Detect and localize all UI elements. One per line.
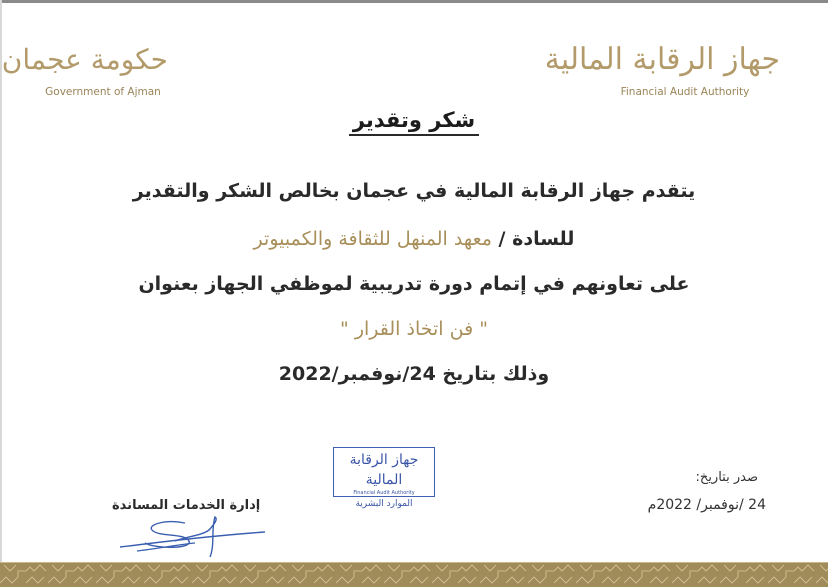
certificate-title (0, 108, 828, 132)
signature-icon (115, 515, 275, 560)
recipient-name: معهد المنهل للثقافة والكمبيوتر (253, 228, 492, 250)
recipient-line (0, 228, 828, 250)
issue-date-label: صدر بتاريخ: (695, 470, 758, 485)
stamp-english: Financial Audit Authority (353, 490, 415, 496)
date-line: وذلك بتاريخ 24/نوفمبر/2022 (278, 363, 550, 385)
financial-audit-authority-logo (544, 36, 780, 98)
faa-logo-arabic: جهاز الرقابة المالية (544, 42, 780, 77)
issue-date-value: 24 /نوفمبر/ 2022م (647, 497, 766, 513)
recipient-prefix: للسادة / (491, 228, 575, 250)
course-title: " فن اتخاذ القرار " (340, 318, 488, 340)
certificate-title-text: شكر وتقدير (349, 108, 479, 136)
thanks-line: يتقدم جهاز الرقابة المالية في عجمان بخالص الشكر والتقدير (132, 180, 696, 202)
stamp-department: الموارد البشرية (355, 499, 413, 509)
stamp-arabic: جهاز الرقابة المالية (349, 452, 419, 488)
government-of-ajman-logo (1, 36, 168, 98)
top-border (0, 0, 828, 3)
cooperation-line: على تعاونهم في إتمام دورة تدريبية لموظفي الجهاز بعنوان (138, 273, 690, 295)
ajman-logo-english: Government of Ajman (45, 86, 161, 98)
signatory-department: إدارة الخدمات المساندة (112, 498, 261, 513)
faa-logo-english: Financial Audit Authority (620, 86, 750, 98)
geometric-pattern-icon (0, 563, 828, 587)
ajman-logo-arabic: حكومة عجمان (1, 43, 168, 76)
official-stamp (333, 447, 435, 509)
decorative-footer-band (0, 562, 828, 587)
issue-date-block (648, 470, 766, 513)
